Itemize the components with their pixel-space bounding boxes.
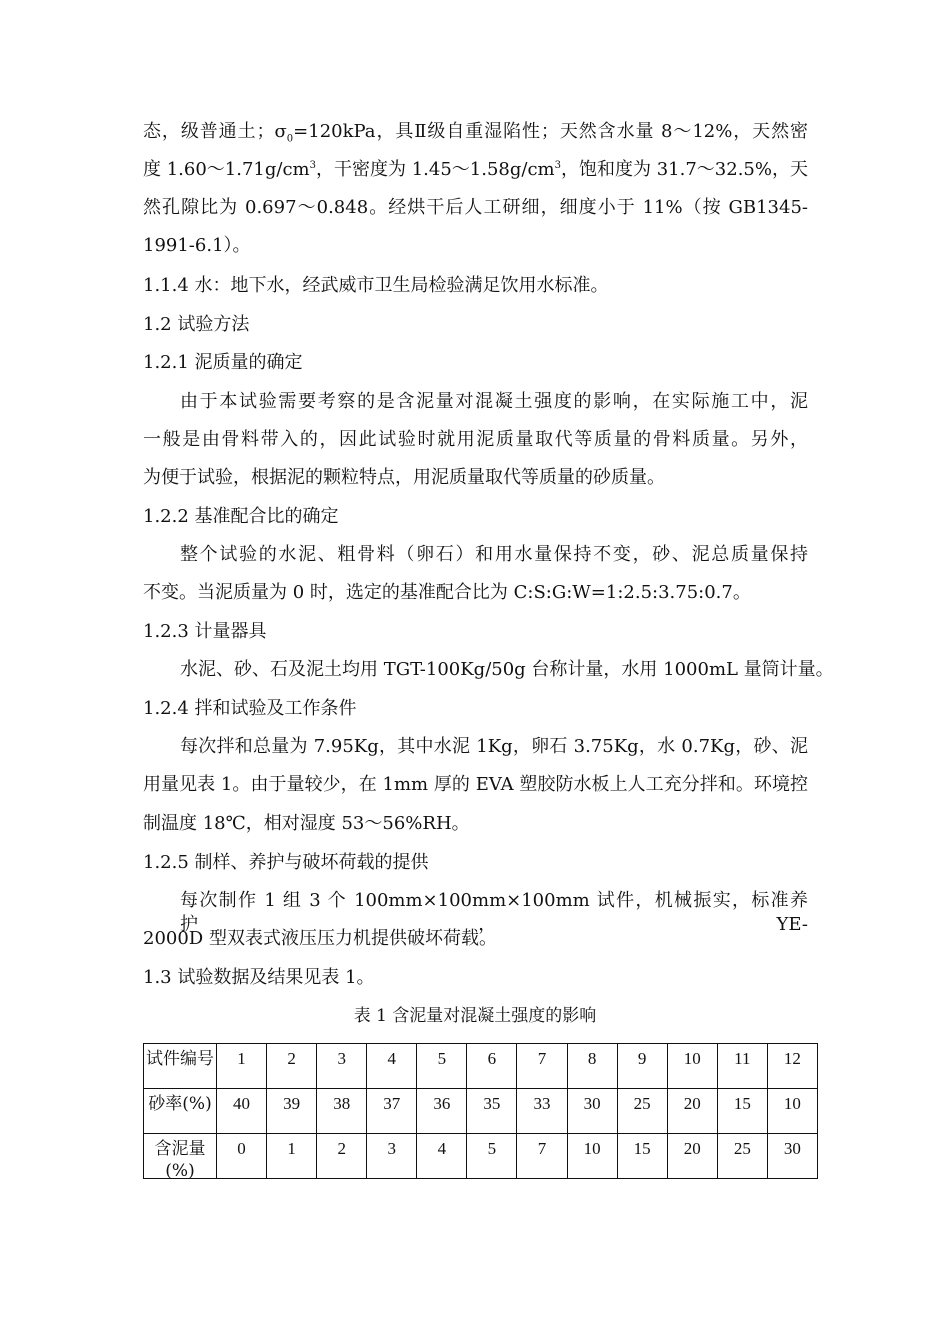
table-row	[144, 1089, 818, 1134]
section-heading: 1.1.4 水：地下水，经武威市卫生局检验满足饮用水标准。	[143, 275, 609, 296]
paragraph-line: 整个试验的水泥、粗骨料（卵石）和用水量保持不变，砂、泥总质量保持	[180, 544, 808, 565]
table-cell: 0	[217, 1134, 267, 1179]
table-cell: 25	[617, 1089, 667, 1134]
table-cell: 5	[417, 1044, 467, 1089]
table-cell: 3	[317, 1044, 367, 1089]
row-header-cell: 试件编号	[144, 1044, 217, 1089]
section-heading: 1.2.4 拌和试验及工作条件	[143, 698, 357, 719]
table-cell: 25	[717, 1134, 767, 1179]
paragraph-line: 2000D 型双表式液压压力机提供破坏荷载。	[143, 928, 497, 949]
table-caption: 表 1 含泥量对混凝土强度的影响	[353, 1006, 597, 1026]
table-cell: 4	[367, 1044, 417, 1089]
paragraph-line: 一般是由骨料带入的，因此试验时就用泥质量取代等质量的骨料质量。另外，	[143, 429, 808, 450]
table-cell: 8	[567, 1044, 617, 1089]
table-cell: 9	[617, 1044, 667, 1089]
paragraph-line: 态，级普通土；$\sigma_0=120kPa$，具Ⅱ级自重湿陷性；天然含水量 8～12%，天然密	[143, 121, 808, 145]
table-cell: 4	[417, 1134, 467, 1179]
table-cell: 33	[517, 1089, 567, 1134]
table-cell: 11	[717, 1044, 767, 1089]
paragraph-line: 度 $1.60\sim 1.71g/cm^3$，干密度为 $1.45\sim 1.58g/cm^3$，饱和度为 31.7～32.5%，天	[143, 159, 808, 180]
table-cell: 6	[467, 1044, 517, 1089]
section-heading: 1.2.2 基准配合比的确定	[143, 506, 339, 527]
table-cell: 20	[667, 1134, 717, 1179]
paragraph-line: 由于本试验需要考察的是含泥量对混凝土强度的影响，在实际施工中，泥	[180, 391, 808, 412]
table-cell: 2	[317, 1134, 367, 1179]
table-cell: 12	[767, 1044, 817, 1089]
paragraph-line: 每次拌和总量为 7.95Kg，其中水泥 1Kg，卵石 3.75Kg，水 0.7Kg，砂、泥	[180, 736, 808, 757]
section-heading: 1.2.5 制样、养护与破坏荷载的提供	[143, 852, 429, 873]
table-cell: 40	[217, 1089, 267, 1134]
paragraph-line: 每次制作 1 组 3 个 100mm×100mm×100mm 试件，机械振实，标准养护，YE-	[180, 890, 808, 935]
table-cell: 20	[667, 1089, 717, 1134]
table-cell: 7	[517, 1044, 567, 1089]
section-heading: 1.2 试验方法	[143, 314, 250, 335]
table-cell: 7	[517, 1134, 567, 1179]
paragraph-line: 然孔隙比为 0.697～0.848。经烘干后人工研细，细度小于 11%（按 GB1345-	[143, 197, 808, 218]
table-cell: 15	[717, 1089, 767, 1134]
table-cell: 10	[767, 1089, 817, 1134]
section-heading: 1.2.3 计量器具	[143, 621, 267, 642]
section-heading: 1.3 试验数据及结果见表 1。	[143, 967, 375, 988]
paragraph-line: 不变。当泥质量为 0 时，选定的基准配合比为 C:S:G:W=1:2.5:3.75:0.7。	[143, 582, 751, 603]
row-header-cell: 砂率(%)	[144, 1089, 217, 1134]
paragraph-line: 用量见表 1。由于量较少，在 1mm 厚的 EVA 塑胶防水板上人工充分拌和。环境控	[143, 774, 808, 795]
table-row	[144, 1044, 818, 1089]
table-cell: 1	[217, 1044, 267, 1089]
table-cell: 1	[267, 1134, 317, 1179]
section-heading: 1.2.1 泥质量的确定	[143, 352, 303, 373]
paragraph-line: 1991-6.1）。	[143, 235, 251, 256]
table-cell: 36	[417, 1089, 467, 1134]
row-header-cell: 含泥量(%)	[144, 1134, 217, 1179]
data-table	[143, 1043, 818, 1179]
table-cell: 30	[567, 1089, 617, 1134]
table-row	[144, 1134, 818, 1179]
table-cell: 15	[617, 1134, 667, 1179]
paragraph-line: 水泥、砂、石及泥土均用 TGT-100Kg/50g 台称计量，水用 1000mL 量筒计量。	[180, 659, 834, 680]
paragraph-line: 制温度 18℃，相对湿度 53～56%RH。	[143, 813, 470, 834]
table-cell: 10	[567, 1134, 617, 1179]
table-cell: 39	[267, 1089, 317, 1134]
table-cell: 10	[667, 1044, 717, 1089]
table-cell: 35	[467, 1089, 517, 1134]
table-cell: 2	[267, 1044, 317, 1089]
paragraph-line: 为便于试验，根据泥的颗粒特点，用泥质量取代等质量的砂质量。	[143, 467, 665, 488]
table-cell: 3	[367, 1134, 417, 1179]
table-cell: 37	[367, 1089, 417, 1134]
table-cell: 5	[467, 1134, 517, 1179]
table-cell: 30	[767, 1134, 817, 1179]
table-cell: 38	[317, 1089, 367, 1134]
